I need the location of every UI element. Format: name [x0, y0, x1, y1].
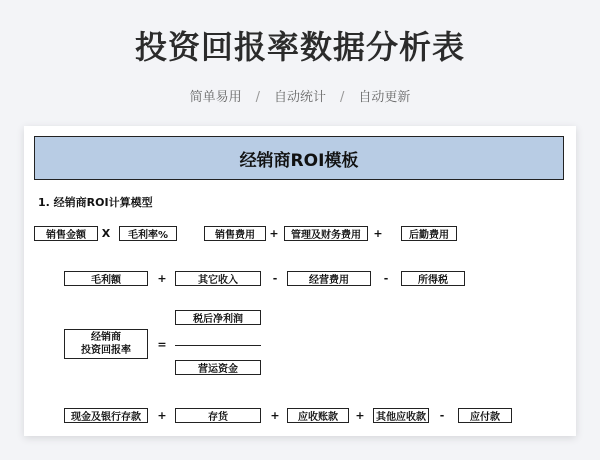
box-logistics-expense: 后勤费用: [401, 226, 457, 241]
op-minus: -: [272, 272, 278, 285]
op-plus: +: [269, 227, 279, 240]
box-accounts-payable: 应付款: [458, 408, 512, 423]
box-sales-expense: 销售费用: [204, 226, 266, 241]
op-minus: -: [439, 409, 445, 422]
tag-separator: /: [340, 90, 345, 105]
roi-sheet-card: [24, 126, 576, 436]
box-other-income: 其它收入: [175, 271, 261, 286]
tag-easy: 简单易用: [189, 90, 242, 105]
section-title: 1. 经销商ROI计算模型: [38, 196, 153, 209]
roi-label-line2: 投资回报率: [81, 345, 131, 356]
box-dealer-roi: [64, 329, 148, 359]
box-inventory: 存货: [175, 408, 261, 423]
op-plus: +: [355, 409, 365, 422]
op-plus: +: [270, 409, 280, 422]
tag-auto-update: 自动更新: [358, 90, 411, 105]
box-income-tax: 所得税: [401, 271, 465, 286]
box-cash-bank-deposit: 现金及银行存款: [64, 408, 148, 423]
box-accounts-receivable: 应收账款: [287, 408, 349, 423]
roi-label-line1: 经销商: [91, 332, 121, 343]
box-working-capital: 营运资金: [175, 360, 261, 375]
op-plus: +: [157, 409, 167, 422]
fraction-line: [175, 345, 261, 346]
box-operating-expense: 经营费用: [287, 271, 371, 286]
box-gross-profit: 毛利额: [64, 271, 148, 286]
feature-tags: [0, 86, 600, 105]
op-equals: =: [157, 338, 167, 351]
op-multiply: X: [101, 227, 111, 240]
tag-separator: /: [255, 90, 260, 105]
box-sales-amount: 销售金额: [34, 226, 98, 241]
box-gross-margin-rate: 毛利率%: [119, 226, 177, 241]
page-title: 投资回报率数据分析表: [134, 28, 465, 66]
tag-auto-stats: 自动统计: [273, 90, 326, 105]
box-net-profit-after-tax: 税后净利润: [175, 310, 261, 325]
sheet-banner: 经销商ROI模板: [34, 136, 564, 180]
op-plus: +: [157, 272, 167, 285]
op-plus: +: [373, 227, 383, 240]
op-minus: -: [383, 272, 389, 285]
box-other-receivables: 其他应收款: [373, 408, 429, 423]
box-admin-finance-expense: 管理及财务费用: [284, 226, 368, 241]
